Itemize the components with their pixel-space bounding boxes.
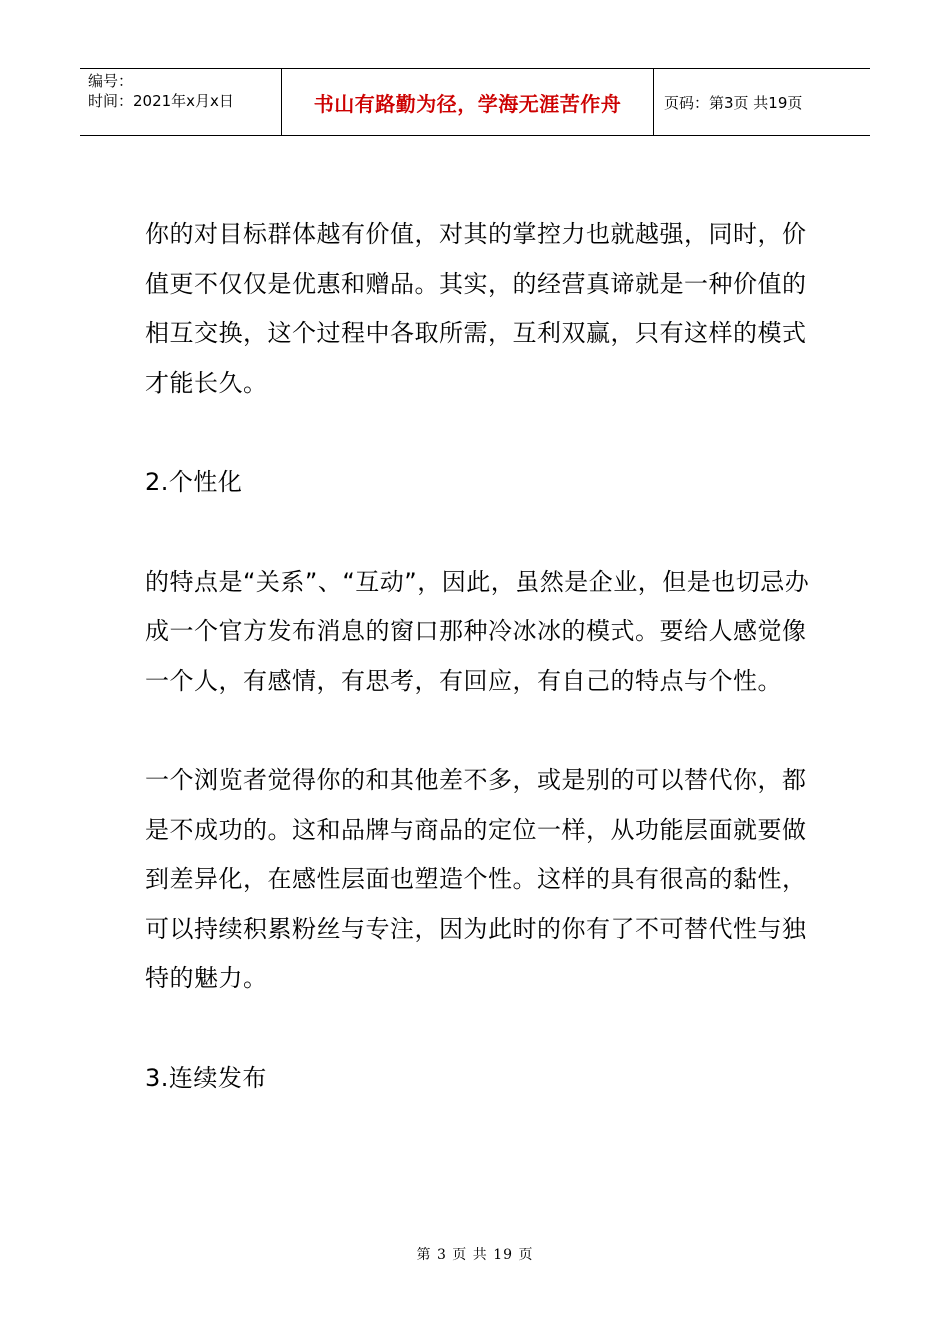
header-motto: 书山有路勤为径，学海无涯苦作舟 [313,91,622,116]
document-header [80,68,870,136]
body-paragraph: 一个浏览者觉得你的和其他差不多，或是别的可以替代你，都是不成功的。这和品牌与商品的定位一样，从功能层面就要做到差异化，在感性层面也塑造个性。这样的具有很高的黏性，可以持续积累粉丝与专注，因为此时的你有了不可替代性与独特的魅力。 [145,766,807,992]
section-heading: 2.个性化 [145,468,243,496]
header-meta-cell [80,69,282,135]
header-page-info: 页码：第3页 共19页 [664,93,803,112]
section-heading: 3.连续发布 [145,1063,267,1092]
body-paragraph: 你的对目标群体越有价值，对其的掌控力也就越强，同时，价值更不仅仅是优惠和赠品。其实，的经营真谛就是一种价值的相互交换，这个过程中各取所需，互利双赢，只有这样的模式才能长久。 [145,220,807,397]
header-motto-cell [282,69,654,135]
document-body [145,210,810,1153]
page-footer: 第 3 页 共 19 页 [416,1247,534,1263]
header-page-cell [654,69,870,135]
document-date-label: 时间：2021年x月x日 [88,92,234,110]
body-paragraph: 的特点是“关系”、“互动”，因此，虽然是企业，但是也切忌办成一个官方发布消息的窗口那种冷冰冰的模式。要给人感觉像一个人，有感情，有思考，有回应，有自己的特点与个性。 [145,567,810,695]
document-number-label: 编号： [88,72,134,90]
